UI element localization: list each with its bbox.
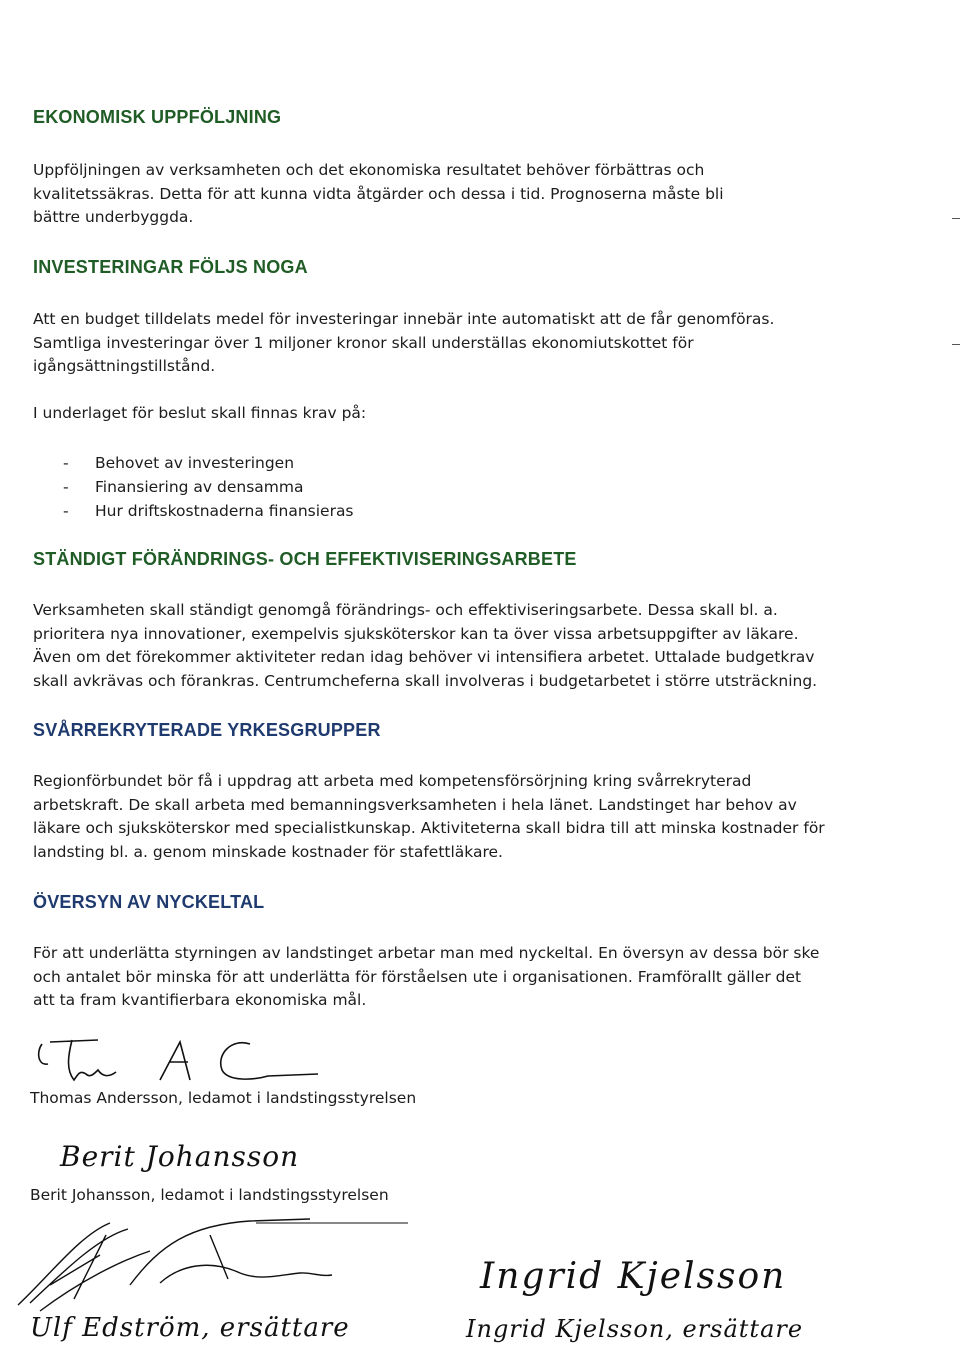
paragraph-svarrekryterade: Regionförbundet bör få i uppdrag att arbeta med kompetensförsörjning kring svårrekryterad arbetskraft. De skall arbeta med bemanningsverksamheten i hela länet. Landstinget har behov av läkare och sjuksköterskor med specialistkunskap. Aktiviteterna skall bidra till att minska kostnader för landsting bl. a. genom minskade kostnader för stafettläkare. xyxy=(33,772,825,861)
signature-berit-johansson: Berit Johansson xyxy=(60,1140,300,1173)
signature-ingrid-kjelsson: Ingrid Kjelsson xyxy=(480,1256,787,1297)
signature-ulf-edstrom xyxy=(10,1215,410,1315)
heading-investeringar: INVESTERINGAR FÖLJS NOGA xyxy=(33,257,308,277)
paragraph-investeringar: Att en budget tilldelats medel för investeringar innebär inte automatiskt att de får genomföras. Samtliga investeringar över 1 miljoner kronor skall underställas ekonomiutskottet för igångsättningstillstånd. xyxy=(33,310,775,375)
heading-svarrekryterade: SVÅRREKRYTERADE YRKESGRUPPER xyxy=(33,720,381,740)
paragraph-uppfoljning: Uppföljningen av verksamheten och det ekonomiska resultatet behöver förbättras och kvalitetssäkras. Detta för att kunna vidta åtgärder och dessa i tid. Prognoserna måste bli bättre underbyggda. xyxy=(33,161,724,226)
handwritten-name-ingrid: Ingrid Kjelsson, ersättare xyxy=(466,1315,804,1343)
list-item: - Behovet av investeringen xyxy=(33,451,913,475)
paragraph-forandringsarbete: Verksamheten skall ständigt genomgå förändrings- och effektiviseringsarbete. Dessa skall bl. a. prioritera nya innovationer, exempelvis sjuksköterskor kan ta över vissa arbetsuppgifter av läkare. Även om det förekommer aktiviteter redan idag behöver vi intensifiera arbetet. Uttalade budgetkrav skall avkrävas och förankras. Centrumcheferna skall involveras i budgetarbetet i större utsträckning. xyxy=(33,601,818,690)
heading-forandringsarbete: STÄNDIGT FÖRÄNDRINGS- OCH EFFEKTIVISERINGSARBETE xyxy=(33,549,577,569)
signatory-name: Thomas Andersson, ledamot i landstingsstyrelsen xyxy=(30,1089,417,1107)
paragraph-nyckeltal: För att underlätta styrningen av landstinget arbetar man med nyckeltal. En översyn av dessa bör ske och antalet bör minska för att underlätta för förståelsen ute i organisationen. Framförallt gäller det att ta fram kvantifierbara ekonomiska mål. xyxy=(33,944,820,1009)
list-item: - Finansiering av densamma xyxy=(33,475,913,499)
signatory-name: Berit Johansson, ledamot i landstingsstyrelsen xyxy=(30,1186,389,1204)
signature-thomas-andersson xyxy=(28,1030,328,1090)
scan-mark xyxy=(952,344,960,345)
scan-mark xyxy=(952,218,960,219)
list-item: - Hur driftskostnaderna finansieras xyxy=(33,499,913,523)
requirements-list xyxy=(33,451,913,523)
paragraph-underlag: I underlaget för beslut skall finnas krav på: xyxy=(33,404,367,422)
heading-ekonomisk-uppfoljning: EKONOMISK UPPFÖLJNING xyxy=(33,107,282,127)
handwritten-name-ulf: Ulf Edström, ersättare xyxy=(30,1313,350,1343)
heading-nyckeltal: ÖVERSYN AV NYCKELTAL xyxy=(33,892,265,912)
